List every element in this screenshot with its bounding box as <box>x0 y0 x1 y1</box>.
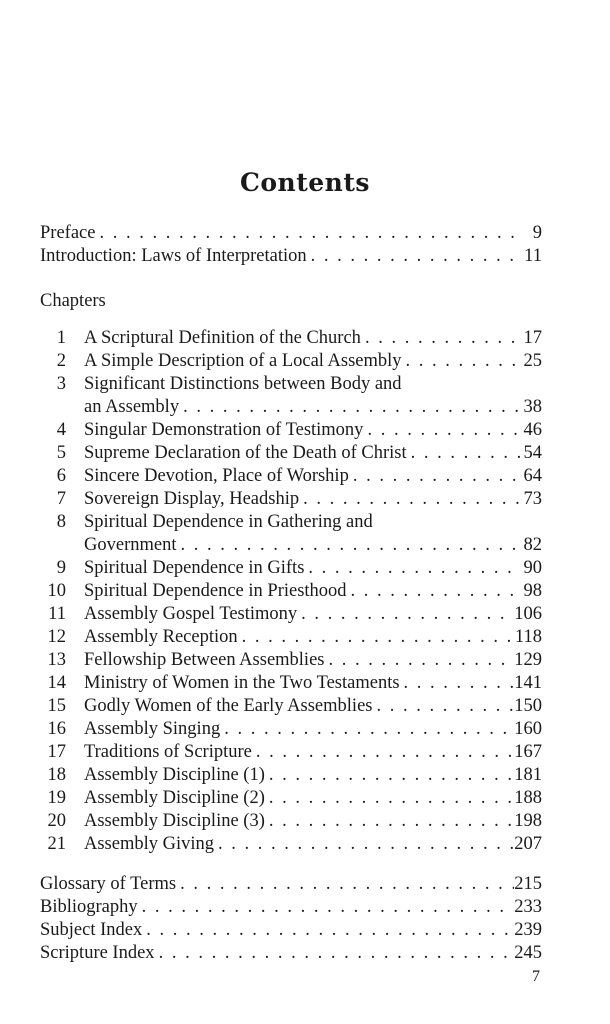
chapter-number: 12 <box>47 627 66 647</box>
chapter-title: A Simple Description of a Local Assembly <box>84 351 402 371</box>
chapter-title: Singular Demonstration of Testimony <box>84 420 364 440</box>
chapter-number: 19 <box>47 788 66 808</box>
dot-leader <box>361 327 520 349</box>
dot-leader <box>304 557 520 579</box>
chapter-title: Ministry of Women in the Two Testaments <box>84 673 400 693</box>
entry-title: Scripture Index <box>40 943 155 963</box>
chapter-title: Sovereign Display, Headship <box>84 489 300 509</box>
chapter-title: Spiritual Dependence in Priesthood <box>84 581 347 601</box>
entry-page: 245 <box>514 943 542 963</box>
chapter-entry <box>40 350 542 372</box>
chapter-entry <box>40 373 542 395</box>
dot-leader <box>238 626 515 648</box>
entry-page: 239 <box>514 920 542 940</box>
chapter-entry <box>40 695 542 717</box>
chapter-number: 7 <box>56 489 66 509</box>
chapter-entry <box>40 764 542 786</box>
chapter-number: 5 <box>56 443 66 463</box>
chapter-entry <box>40 787 542 809</box>
chapter-title: Assembly Gospel Testimony <box>84 604 298 624</box>
entry-page: 215 <box>514 874 542 894</box>
dot-leader <box>138 896 515 918</box>
chapter-page: 160 <box>514 719 542 739</box>
dot-leader <box>402 350 520 372</box>
chapter-title-continued: Government <box>84 535 177 555</box>
page-title: Contents <box>239 168 370 197</box>
toc-entry-bibliography <box>40 896 542 918</box>
dot-leader <box>299 488 520 510</box>
toc-entry-preface <box>40 222 542 244</box>
chapter-title: Assembly Discipline (3) <box>84 811 265 831</box>
chapter-title: Sincere Devotion, Place of Worship <box>84 466 349 486</box>
chapter-entry <box>40 511 542 533</box>
dot-leader <box>407 442 520 464</box>
toc-entry-scripture-index <box>40 942 542 964</box>
chapter-number: 6 <box>56 466 66 486</box>
dot-leader <box>347 580 520 602</box>
toc-entry-introduction <box>40 245 542 267</box>
chapter-number: 1 <box>56 328 66 348</box>
chapter-page: 118 <box>514 627 542 647</box>
chapter-number: 18 <box>47 765 66 785</box>
chapter-page: 181 <box>514 765 542 785</box>
chapter-title: Significant Distinctions between Body and <box>84 374 402 394</box>
chapter-number: 2 <box>56 351 66 371</box>
dot-leader <box>265 810 514 832</box>
chapter-page: 150 <box>514 696 542 716</box>
chapters-label: Chapters <box>40 291 106 311</box>
chapter-page: 167 <box>514 742 542 762</box>
dot-leader <box>400 672 515 694</box>
dot-leader <box>176 534 520 556</box>
chapter-entry-continued <box>40 396 542 418</box>
chapter-title: Assembly Discipline (2) <box>84 788 265 808</box>
chapter-page: 54 <box>523 443 542 463</box>
chapter-title: Supreme Declaration of the Death of Christ <box>84 443 407 463</box>
chapter-number: 10 <box>47 581 66 601</box>
chapter-entry <box>40 833 542 855</box>
dot-leader <box>95 222 520 244</box>
chapter-page: 98 <box>523 581 542 601</box>
page-number: 7 <box>532 968 540 985</box>
chapter-page: 17 <box>523 328 542 348</box>
chapter-number: 13 <box>47 650 66 670</box>
chapter-number: 17 <box>47 742 66 762</box>
chapter-title: Traditions of Scripture <box>84 742 252 762</box>
entry-title: Introduction: Laws of Interpretation <box>40 246 307 266</box>
chapter-number: 15 <box>47 696 66 716</box>
chapter-page: 198 <box>514 811 542 831</box>
entry-title: Bibliography <box>40 897 138 917</box>
chapter-title-continued: an Assembly <box>84 397 180 417</box>
chapter-page: 129 <box>514 650 542 670</box>
chapter-page: 38 <box>523 397 542 417</box>
chapter-title: Assembly Singing <box>84 719 221 739</box>
chapter-entry <box>40 672 542 694</box>
entry-title: Glossary of Terms <box>40 874 177 894</box>
chapter-number: 8 <box>56 512 66 532</box>
chapter-title: Spiritual Dependence in Gathering and <box>84 512 373 532</box>
chapter-title: Assembly Giving <box>84 834 215 854</box>
dot-leader <box>179 396 520 418</box>
chapter-entry <box>40 442 542 464</box>
chapter-entry <box>40 488 542 510</box>
chapter-title: Assembly Discipline (1) <box>84 765 265 785</box>
chapter-entry <box>40 603 542 625</box>
chapter-number: 14 <box>47 673 66 693</box>
entry-title: Subject Index <box>40 920 143 940</box>
chapter-page: 73 <box>523 489 542 509</box>
chapter-entry <box>40 419 542 441</box>
chapter-title: Assembly Reception <box>84 627 238 647</box>
chapter-title: Spiritual Dependence in Gifts <box>84 558 305 578</box>
chapter-entry <box>40 810 542 832</box>
entry-page: 11 <box>524 246 542 266</box>
entry-page: 9 <box>532 223 542 243</box>
chapter-page: 90 <box>523 558 542 578</box>
chapter-page: 25 <box>523 351 542 371</box>
chapter-number: 16 <box>47 719 66 739</box>
toc-entry-subject-index <box>40 919 542 941</box>
toc-entry-glossary <box>40 873 542 895</box>
chapter-page: 207 <box>514 834 542 854</box>
dot-leader <box>176 873 514 895</box>
dot-leader <box>214 833 514 855</box>
chapter-entry <box>40 327 542 349</box>
chapter-page: 64 <box>523 466 542 486</box>
dot-leader <box>265 787 514 809</box>
dot-leader <box>324 649 514 671</box>
dot-leader <box>349 465 520 487</box>
dot-leader <box>155 942 515 964</box>
dot-leader <box>297 603 514 625</box>
chapter-page: 106 <box>514 604 542 624</box>
chapter-entry <box>40 718 542 740</box>
chapter-title: Fellowship Between Assemblies <box>84 650 325 670</box>
dot-leader <box>307 245 520 267</box>
dot-leader <box>252 741 514 763</box>
chapter-entry <box>40 465 542 487</box>
chapter-entry <box>40 557 542 579</box>
chapter-page: 141 <box>514 673 542 693</box>
entry-title: Preface <box>40 223 96 243</box>
chapter-number: 3 <box>56 374 66 394</box>
chapter-page: 188 <box>514 788 542 808</box>
chapter-number: 11 <box>48 604 66 624</box>
chapter-number: 4 <box>56 420 66 440</box>
chapter-entry <box>40 580 542 602</box>
chapter-page: 82 <box>523 535 542 555</box>
chapter-entry <box>40 626 542 648</box>
chapter-page: 46 <box>523 420 542 440</box>
chapter-title: Godly Women of the Early Assemblies <box>84 696 373 716</box>
chapter-entry-continued <box>40 534 542 556</box>
chapter-number: 21 <box>47 834 66 854</box>
dot-leader <box>220 718 514 740</box>
entry-page: 233 <box>514 897 542 917</box>
dot-leader <box>142 919 514 941</box>
dot-leader <box>372 695 514 717</box>
chapter-number: 9 <box>56 558 66 578</box>
dot-leader <box>363 419 520 441</box>
chapter-title: A Scriptural Definition of the Church <box>84 328 361 348</box>
dot-leader <box>265 764 514 786</box>
chapter-entry <box>40 649 542 671</box>
chapter-entry <box>40 741 542 763</box>
chapter-number: 20 <box>47 811 66 831</box>
